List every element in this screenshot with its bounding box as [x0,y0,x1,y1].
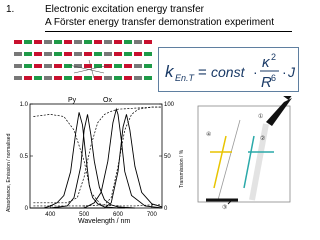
peak-label-py: Py [68,97,77,104]
molecule-segment [104,76,112,80]
molecule-segment [34,76,42,80]
molecule-segment [114,52,122,56]
molecule-segment [24,76,32,80]
molecule-segment [44,64,52,68]
molecule-segment [84,40,92,44]
molecule-segment [44,52,52,56]
setup-label-4: ④ [206,132,212,138]
x-tick-label: 400 [45,212,56,218]
molecule-segment [74,52,82,56]
slide-title: Electronic excitation energy transfer [45,4,204,15]
left-tick-label: 1.0 [19,102,28,108]
molecule-segment [114,64,122,68]
molecule-segment [124,64,132,68]
slide-subtitle: A Förster energy transfer demonstration experiment [45,17,274,28]
formula-subscript: En.T [175,73,195,83]
optical-setup-diagram [192,96,300,225]
molecule-segment [134,76,142,80]
right-tick-label: 100 [164,102,175,108]
right-tick-label: 0 [164,206,168,212]
source-beam [218,120,240,200]
flashlight-handle [282,96,290,98]
formula-R-exp: 6 [271,73,277,83]
molecule-segment [14,76,22,80]
right-tick-label: 50 [164,154,171,160]
molecule-segment [54,52,62,56]
spectrum-series-0 [30,112,125,208]
molecule-segment [14,52,22,56]
cyan-beam [244,136,254,188]
molecule-segment [104,52,112,56]
molecule-segment [34,40,42,44]
setup-label-3: ③ [222,205,228,211]
molecule-strip-illustration [14,38,154,90]
molecule-segment [104,40,112,44]
molecule-segment [64,52,72,56]
molecule-segment [144,52,152,56]
molecule-segment [74,64,82,68]
molecule-segment [14,40,22,44]
left-tick-label: 0.5 [19,154,28,160]
molecule-segment [84,52,92,56]
x-tick-label: 600 [112,212,124,218]
molecule-segment [124,40,132,44]
spectrum-series-6 [33,107,162,206]
flashlight-icon [266,98,292,126]
setup-label-2: ② [260,136,266,142]
molecule-segment [124,52,132,56]
molecule-segment [114,40,122,44]
x-axis-label: Wavelength / nm [78,218,131,225]
molecule-segment [34,52,42,56]
slide-number: 1. [6,4,15,15]
molecule-segment [64,40,72,44]
molecule-segment [54,40,62,44]
forster-rate-formula [158,47,299,92]
molecule-segment [134,64,142,68]
formula-J: J [288,64,295,80]
formula-kappa: κ [262,54,270,71]
spectrum-series-5 [33,107,162,203]
molecule-segment [94,76,102,80]
left-axis-label: Absorbance, Emission / normalised [6,133,12,212]
molecule-segment [144,64,152,68]
x-tick-label: 700 [146,212,157,218]
molecule-segment [64,76,72,80]
molecule-segment [134,52,142,56]
molecule-segment [124,76,132,80]
formula-equals: = [198,64,207,81]
molecule-segment [84,76,92,80]
molecule-segment [54,64,62,68]
molecule-segment [14,64,22,68]
molecule-segment [114,76,122,80]
spectrum-chart [0,96,190,225]
formula-R: R [261,74,272,91]
molecule-segment [24,40,32,44]
molecule-segment [44,40,52,44]
formula-dot: · [253,64,258,80]
molecule-segment [94,40,102,44]
setup-label-1: ① [258,114,264,120]
molecule-segment [74,76,82,80]
title-divider [45,31,292,32]
molecule-segment [24,52,32,56]
formula-k: k [165,62,174,81]
molecule-segment [144,40,152,44]
molecule-segment [144,76,152,80]
spectrum-series-4 [33,114,162,206]
molecule-segment [24,64,32,68]
formula-const: const [211,64,245,80]
molecule-segment [64,64,72,68]
formula-cdot: · [282,64,287,80]
molecule-segment [44,76,52,80]
molecule-segment [74,40,82,44]
peak-label-ox: Ox [103,97,112,104]
left-tick-label: 0 [24,206,28,212]
yellow-beam [214,136,226,188]
molecule-segment [54,76,62,80]
molecule-segment [94,52,102,56]
right-axis-label: Transmission / % [179,149,185,188]
molecule-segment [34,64,42,68]
molecule-segment [134,40,142,44]
formula-kappa-exp: 2 [271,52,277,62]
x-tick-label: 500 [79,212,90,218]
